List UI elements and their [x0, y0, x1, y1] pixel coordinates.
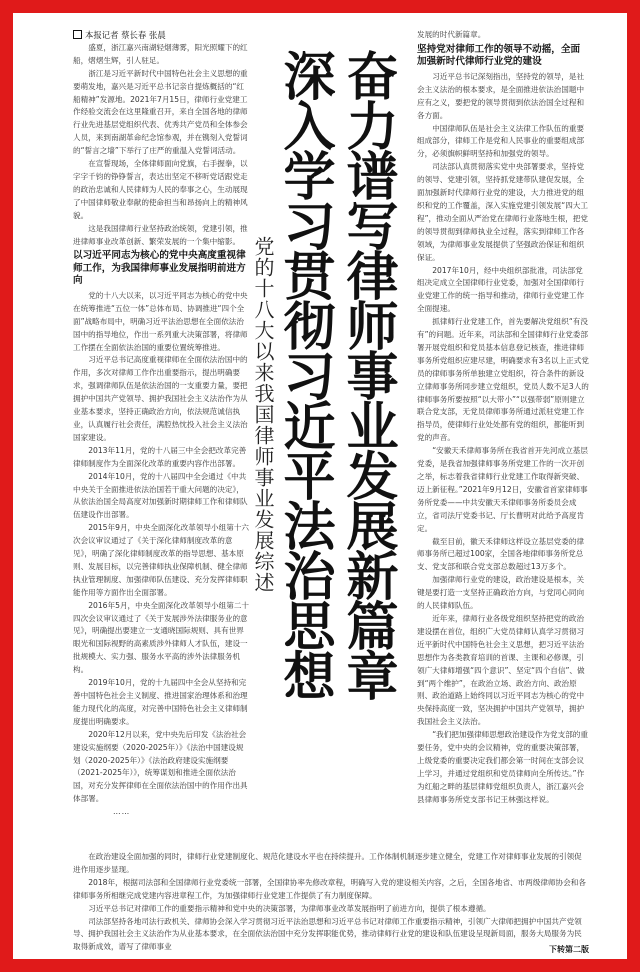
paragraph: 发展的时代新篇章。 [417, 30, 486, 39]
paragraph: 抓律师行业党建工作，首先要解决党组织“有没有”的问题。近年来，司法部和全国律师行业党委部署开展党组织和党员基本信息登记核查，推进律师事务所党组织应建尽建，明确要求有3名以上正式党员的律师事务所单独建立党组织，符合条件的新设立律师事务所同步建立党组织，党员人数不足3人的律师事务所要按照“以大带小”“以强带弱”原则建立联合党支部，无党员律师事务所通过派驻党建工作指导员，使律师行业处处都有党的组织，都能听到党的声音。 [417, 317, 589, 443]
paragraph: 截至目前，徽天禾律师这样设立基层党委的律师事务所已超过100家，全国各地律师事务所党总支、党支部和联合党支部总数超过13万多个。 [417, 536, 585, 572]
bottom-band [73, 851, 589, 954]
paragraph: 浙江是习近平新时代中国特色社会主义思想的重要萌发地，嘉兴是习近平总书记亲自提炼概括的“红船精神”发源地。2021年7月15日，律师行业党建工作经验交流会在这里隆重召开，来自全国各地的律师行业先进基层党组织代表、优秀共产党员和全体参会人员，来到南湖革命纪念馆参观，并在镌刻入党誓词的“誓言之墙”下举行了庄严的重温入党誓词活动。 [73, 68, 248, 156]
paragraph: “安徽天禾律师事务所在我省首开先河成立基层党委，是我省加强律师事务所党建工作的一次开创之举，标志着我省律师行业党建工作取得新突破、迈上新征程。”2021年9月12日，安徽省首家律师事务所党委——中共安徽天禾律师事务所委员会成立，省司法厅党委书记、厅长曹明对此给予高度肯定。 [417, 446, 588, 533]
paragraph: “我们把加强律师思想政治建设作为党支部的重要任务，党中央的会议精神，党的重要决策部署，上级党委的重要决定我们都会第一时间在支部会议上学习，并通过党组织和党员律师向全所传达。”作为红船之畔的基层律师党组织负责人，浙江嘉兴会县律师事务所党支部书记王林强这样说。 [417, 730, 588, 804]
paragraph: 司法部认真贯彻落实党中央部署要求，坚持党的领导、党建引领，坚持抓党建带队建促发展，全面加强新时代律师行业党的建设，大力推进党的组织和党的工作覆盖，深入实施党建引领发展“四大工程”，推动全面从严治党在律师行业落地生根，把党的领导贯彻到律师执业全过程，落实到律师工作各领域，为律师事业发展提供了坚强政治保证和组织保证。 [417, 162, 588, 262]
paragraph: 习近平总书记高度重视律师在全面依法治国中的作用，多次对律师工作作出重要指示，提出明确要求，强调律师队伍是依法治国的一支重要力量，要把拥护中国共产党领导、拥护我国社会主义法治作为从业基本要求，坚持正确政治方向，依法规范诚信执业，认真履行社会责任，满腔热忱投入社会主义法治国家建设。 [73, 355, 248, 442]
paragraph: 司法部坚持各地司法行政机关、律师协会深入学习贯彻习近平法治思想和习近平总书记对律师工作重要指示精神，引领广大律师把拥护中国共产党领导、拥护我国社会主义法治作为从业基本要求，在全面依法治国中充分发挥职能优势，推动律师行业党的建设和队伍建设呈现新局面，服务大局服务为民取得新成效，谱写了律师事业 [73, 916, 582, 952]
paragraph: 在政治建设全面加强的同时，律师行业党建制度化、规范化建设水平也在持续提升。工作体制机制逐步建立健全，党建工作对律师事业发展的引领促进作用逐步显现。 [73, 852, 582, 874]
subheadline: 党的十八大以来我国律师事业发展综述 [251, 236, 275, 593]
paragraph: 2015年9月，中央全面深化改革领导小组第十六次会议审议通过了《关于深化律师制度改革的意见》，明确了深化律师制度改革的指导思想、基本原则、发展目标，以完善律师执业保障机制、健全律师执业管理制度、加强律师队伍建设、充分发挥律师职能作用等方面作出全面部署。 [73, 523, 250, 597]
headline-second: 深入学习贯彻习近平法治思想 [274, 49, 334, 699]
paragraph: 2017年10月，经中央组织部批准，司法部党组决定成立全国律师行业党委，加强对全国律师行业党建工作的统一指导和推动，律师行业党建工作全面提速。 [417, 265, 585, 314]
paragraph: 在宣誓现场，全体律师面向党旗，右手握拳，以字字千钧的铮铮誓言，表达出坚定不移听党话跟党走的政治忠诚和人民律师为人民的奉事之心，生动展现了中国律师敬业奉献的使命担当和昂扬向上的精神风貌。 [73, 159, 248, 220]
paragraph: 中国律师队伍是社会主义法律工作队伍的重要组成部分，律师工作是党和人民事业的重要组成部分，必须旗帜鲜明坚持和加强党的领导。 [417, 123, 585, 159]
byline: 本报记者 蔡长春 张晨 [73, 29, 251, 42]
paragraph: 党的十八大以来，以习近平同志为核心的党中央在统筹推进“五位一体”总体布局、协调推进“四个全面”战略布局中，明确习近平法治思想在全面依法治国中的指导地位，作出一系列重大决策部署，将律师工作摆在全面依法治国的重要位置统筹推进。 [73, 290, 248, 352]
ellipsis: …… [113, 807, 131, 817]
left-column [73, 29, 251, 819]
headline-main: 奋力谱写律师事业发展新篇章 [337, 49, 397, 699]
paragraph: 2020年12月以来，党中央先后印发《法治社会建设实施纲要（2020-2025年）》《法治中国建设规划（2020-2025年）》《法治政府建设实施纲要（2021-2025年）》，统筹谋划和推进全面依法治国，对充分发挥律师在全面依法治国中的作用作出具体部署。 [73, 729, 248, 804]
right-column [417, 29, 589, 807]
section-heading: 以习近平同志为核心的党中央高度重视律师工作，为我国律师事业发展指明前进方向 [73, 250, 246, 287]
paragraph: 这是我国律师行业坚持政治统领，党建引领，推进律师事业改革创新、繁荣发展的一个集中缩影。 [73, 223, 248, 246]
paragraph: 2018年，根据司法部和全国律师行业党委统一部署，全国律协率先修改章程，明确写入党的建设相关内容，之后，全国各地省、市两级律师协会和各律师事务所相继完成党建内容进章程工作，为加强律师行业党建工作提供了有力制度保障。 [73, 877, 586, 900]
paragraph: 2016年5月，中央全面深化改革领导小组第二十四次会议审议通过了《关于发展涉外法律服务业的意见》，明确提出要建立一支通晓国际规则、具有世界眼光和国际视野的高素质涉外律师人才队伍，建设一批规模大、实力强、服务水平高的涉外法律服务机构。 [73, 600, 250, 675]
square-icon [73, 30, 82, 39]
newspaper-page [13, 13, 627, 959]
section-heading: 坚持党对律师工作的领导不动摇，全面加强新时代律师行业党的建设 [417, 43, 581, 68]
paragraph: 习近平总书记深刻指出，坚持党的领导，是社会主义法治的根本要求，是全面推进依法治国题中应有之义，要把党的领导贯彻到依法治国全过程和各方面。 [417, 71, 585, 120]
paragraph: 近年来，律师行业各级党组织坚持把党的政治建设摆在首位，组织广大党员律师认真学习贯彻习近平新时代中国特色社会主义思想，把习近平法治思想作为各类教育培训的首课、主课和必修课，引领广大律师增强“四个意识”、坚定“四个自信”、做到“两个维护”，在政治立场、政治方向、政治原则、政治道路上始终同以习近平同志为核心的党中央保持高度一致，坚决拥护中国共产党领导，拥护我国社会主义法治。 [417, 613, 585, 727]
paragraph: 2013年11月，党的十八届三中全会把改革完善律师制度作为全面深化改革的重要内容作出部署。 [73, 445, 247, 468]
paragraph: 加强律师行业党的建设，政治建设是根本，关键是要打造一支坚持正确政治方向，与党同心同向的人民律师队伍。 [417, 575, 585, 611]
paragraph: 习近平总书记对律师工作的重要指示精神和党中央的决策部署，为律师事业改革发展指明了前进方向，提供了根本遵循。 [88, 903, 491, 913]
paragraph: 2019年10月，党的十九届四中全会从坚持和完善中国特色社会主义制度、推进国家治理体系和治理能力现代化的高度，对完善中国特色社会主义律师制度提出明确要求。 [73, 678, 248, 726]
continued-on-page-2: 下转第二版 [549, 945, 589, 954]
paragraph: 2014年10月，党的十八届四中全会通过《中共中央关于全面推进依法治国若干重大问题的决定》，从依法治国全局高度对加强新时期律师工作和律师队伍建设作出部署。 [73, 471, 248, 520]
paragraph: 盛夏，浙江嘉兴南湖轻烟薄雾，阳光照耀下的红船，熠熠生辉，引人驻足。 [73, 42, 248, 65]
